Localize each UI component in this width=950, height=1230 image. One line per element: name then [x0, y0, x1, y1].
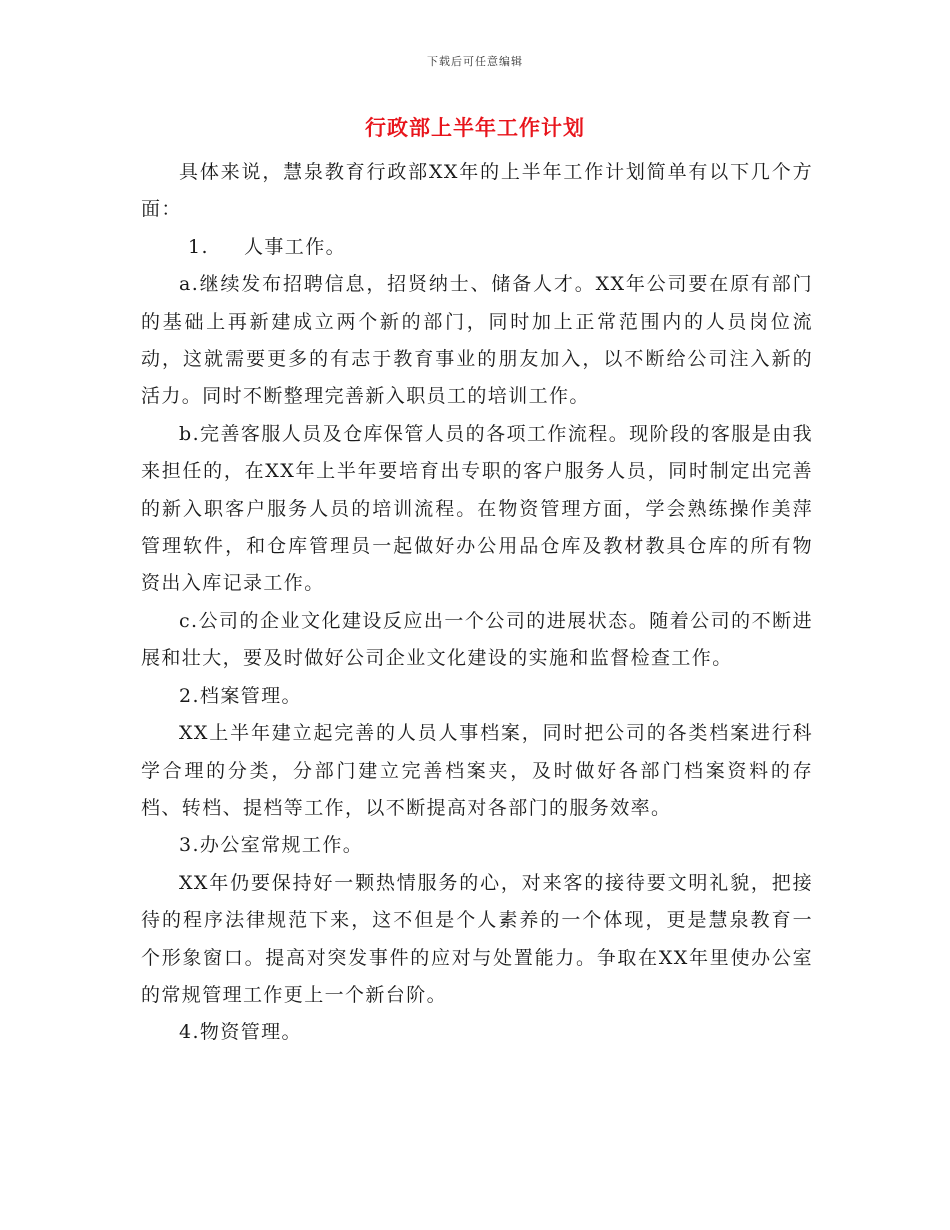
document-title: 行政部上半年工作计划	[365, 115, 585, 140]
intro-paragraph: 具体来说，慧泉教育行政部XX年的上半年工作计划简单有以下几个方面：	[141, 161, 813, 221]
paragraph-c: c.公司的企业文化建设反应出一个公司的进展状态。随着公司的不断进展和壮大，要及时做好公司企业文化建设的实施和监督检查工作。	[141, 609, 813, 670]
paragraph-2: XX上半年建立起完善的人员人事档案，同时把公司的各类档案进行科学合理的分类，分部门建立完善档案夹，及时做好各部门档案资料的存档、转档、提档等工作，以不断提高对各部门的服务效率。	[141, 722, 813, 819]
paragraph-a: a.继续发布招聘信息，招贤纳士、储备人才。XX年公司要在原有部门的基础上再新建成立两个新的部门，同时加上正常范围内的人员岗位流动，这就需要更多的有志于教育事业的朋友加入，以不断给公司注入新的活力。同时不断整理完善新入职员工的培训工作。	[141, 273, 813, 408]
paragraph-b: b.完善客服人员及仓库保管人员的各项工作流程。现阶段的客服是由我来担任的，在XX年上半年要培育出专职的客户服务人员，同时制定出完善的新入职客户服务人员的培训流程。在物资管理方面，学会熟练操作美萍管理软件，和仓库管理员一起做好办公用品仓库及教材教具仓库的所有物资出入库记录工作。	[141, 422, 813, 595]
header-note: 下载后可任意编辑	[427, 55, 523, 68]
paragraph-3: XX年仍要保持好一颗热情服务的心，对来客的接待要文明礼貌，把接待的程序法律规范下来，这不但是个人素养的一个体现，更是慧泉教育一个形象窗口。提高对突发事件的应对与处置能力。争取在XX年里使办公室的常规管理工作更上一个新台阶。	[141, 871, 813, 1006]
section-number: 1.	[188, 235, 209, 258]
section-heading-2: 2.档案管理。	[179, 684, 302, 707]
section-label: 人事工作。	[244, 235, 347, 258]
section-heading-4: 4.物资管理。	[179, 1021, 302, 1044]
section-heading-1	[141, 229, 813, 266]
document-body	[141, 154, 813, 1052]
section-heading-3: 3.办公室常规工作。	[179, 834, 364, 857]
